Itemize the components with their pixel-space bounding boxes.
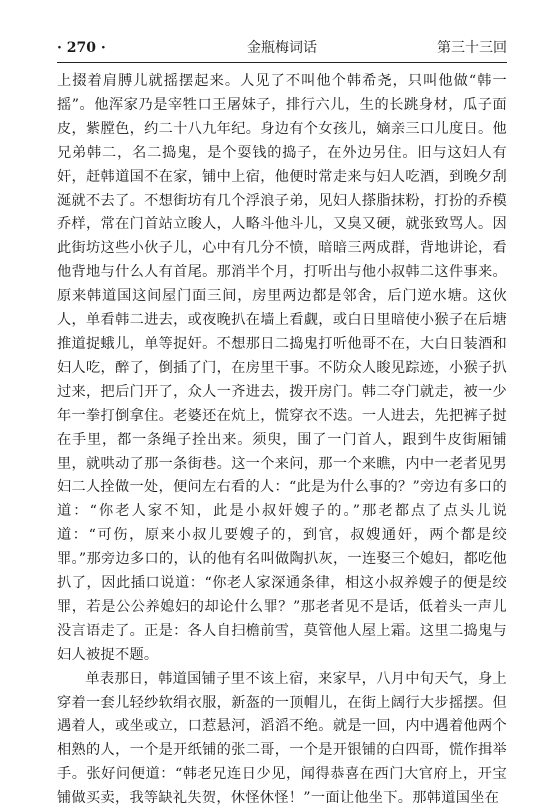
header-divider [57,62,507,63]
paragraph-2: 单表那日，韩道国铺子里不该上宿，来家早，八月中旬天气，身上穿着一套儿轻纱软绢衣服，新盔的一顶帽儿，在街上阔行大步摇摆。但遇着人，或坐或立，口惹悬河，滔滔不绝。就是一回，内中遇着他两个相熟的人，一个是开纸铺的张二哥，一个是开银铺的白四哥，慌作揖举手。张好问便道：“韩老兄连日少见，闻得恭喜在西门大官府上，开宝铺做买卖，我等缺礼失贺，休怪休怪！”一面让他坐下。那韩道国坐在 [57,670,507,807]
paragraph-1: 上掇着肩膊儿就摇摆起来。人见了不叫他个韩希尧，只叫他做“韩一摇”。他浑家乃是宰牲口王屠妹子，排行六儿，生的长跳身材，瓜子面皮，紫膛色，约二十八九年纪。身边有个女孩儿，嫡亲三口儿度日。他兄弟韩二，名二捣鬼，是个耍钱的捣子，在外边另住。旧与这妇人有奸，赶韩道国不在家，铺中上宿，他便时常走来与妇人吃酒，到晚夕刮涎就不去了。不想街坊有几个浮浪子弟，见妇人搽脂抹粉，打扮的乔模乔样，常在门首站立睃人，人略斗他斗儿，又臭又硬，就张致骂人。因此街坊这些小伙子儿，心中有几分不愤，暗暗三两成群，背地讲论，看他背地与什么人有首尾。那消半个月，打听出与他小叔韩二这件事来。原来韩道国这间屋门面三间，房里两边都是邻舍，后门逆水塘。这伙人，单看韩二进去，或夜晚扒在墙上看觑，或白日里暗使小猴子在后塘推道捉蛾儿，单等捉奸。不想那日二捣鬼打听他哥不在，大白日装酒和妇人吃，醉了，倒插了门，在房里干事。不防众人睃见踪迹，小猴子扒过来，把后门开了，众人一齐进去，拨开房门。韩二夺门就走，被一少年一拳打倒拿住。老婆还在炕上，慌穿衣不迭。一人进去，先把裤子挝在手里，都一条绳子拴出来。须臾，围了一门首人，跟到牛皮街厢铺里，就哄动了那一条街巷。这一个来问，那一个来瞧，内中一老者见男妇二人拴做一处，便问左右看的人：“此是为什么事的？”旁边有多口的道：“你老人家不知，此是小叔奸嫂子的。”那老都点了点头儿说道：“可伤，原来小叔儿要嫂子的，到官，叔嫂通奸，两个都是绞罪。”那旁边多口的，认的他有名叫做陶扒灰，一连娶三个媳妇，都吃他扒了，因此插口说道：“你老人家深通条律，相这小叔养嫂子的便是绞罪，若是公公养媳妇的却论什么罪？”那老者见不是话，低着头一声儿没言语走了。正是：各人自扫檐前雪，莫管他人屋上霜。这里二捣鬼与妇人被捉不题。 [57,73,507,663]
page-header [57,38,507,58]
page-number: · 270 · [57,40,106,56]
page-body [57,70,507,811]
book-title: 金瓶梅词话 [247,40,317,56]
chapter-title: 第三十三回 [437,40,507,56]
